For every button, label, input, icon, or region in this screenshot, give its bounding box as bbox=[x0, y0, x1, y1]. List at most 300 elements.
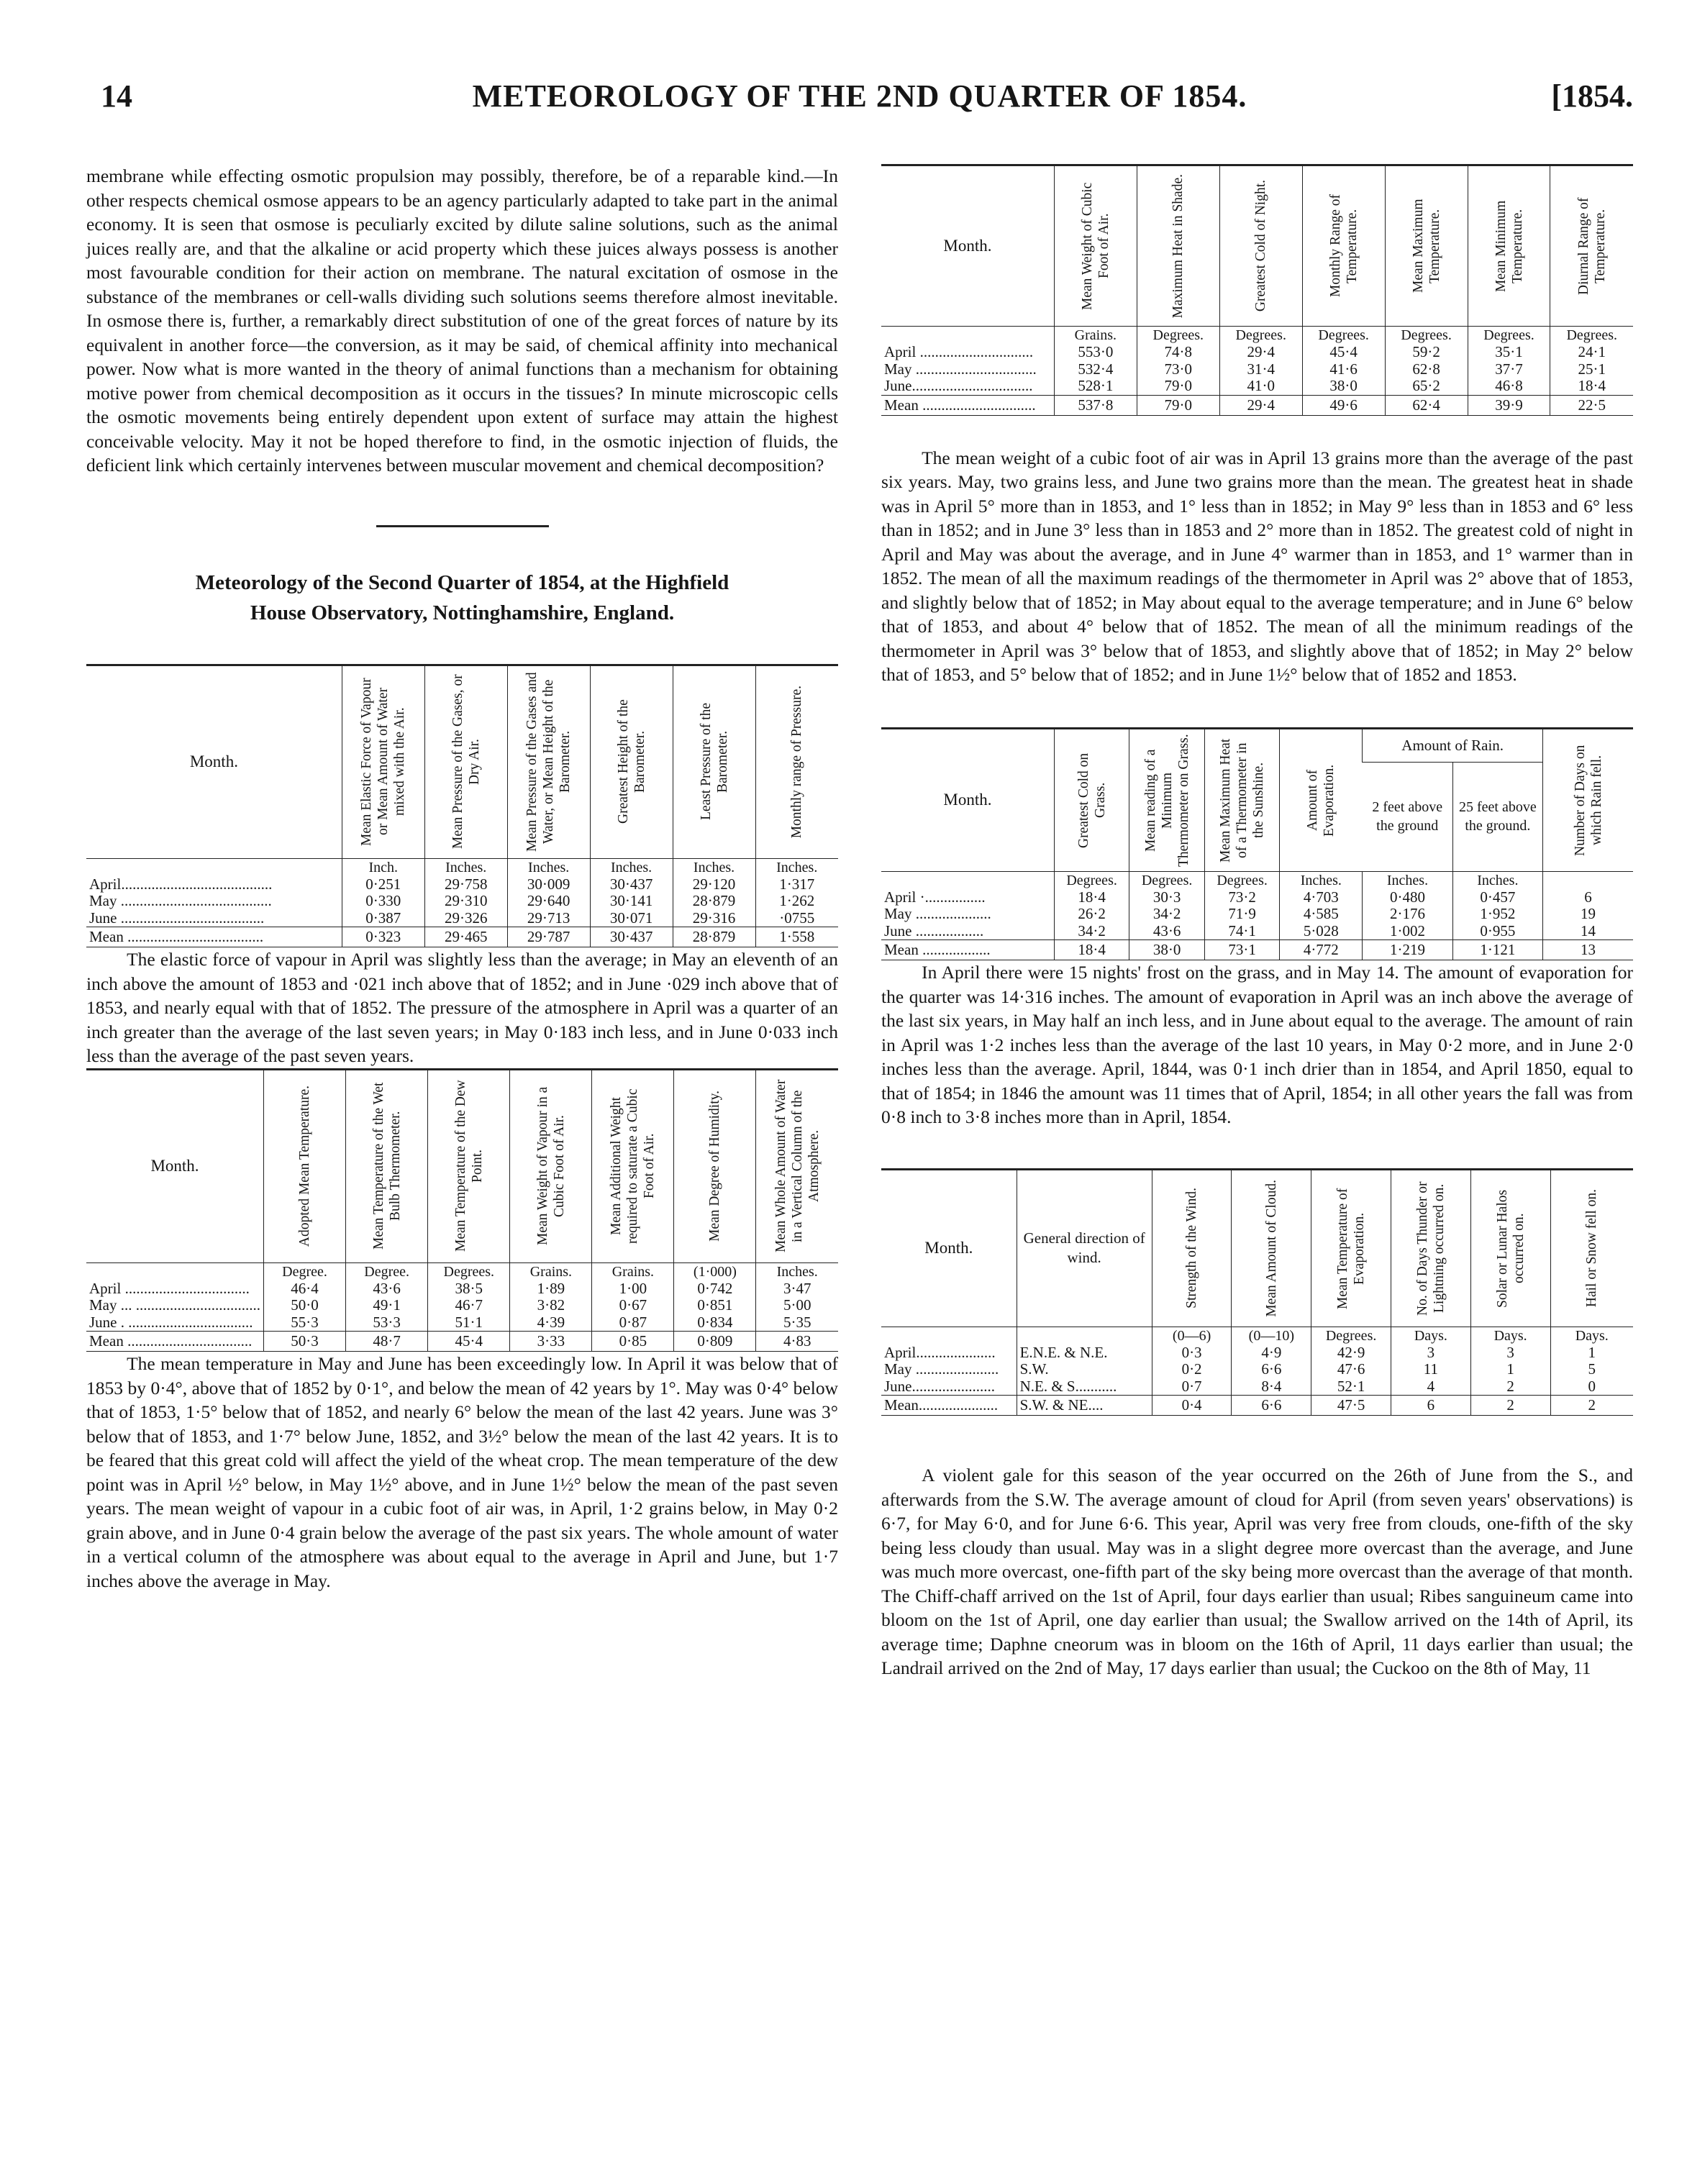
column-header bbox=[755, 665, 838, 858]
value-cell: 46·7 bbox=[428, 1297, 510, 1314]
units-cell: Inches. bbox=[673, 858, 755, 876]
value-cell: 30·437 bbox=[590, 927, 673, 947]
humidity-table bbox=[86, 1068, 838, 1352]
value-cell: 30·071 bbox=[590, 910, 673, 927]
value-cell: 65·2 bbox=[1385, 378, 1468, 395]
column-header bbox=[424, 665, 507, 858]
column-header bbox=[592, 1069, 674, 1262]
value-cell: 47·5 bbox=[1311, 1396, 1391, 1416]
phenology-paragraph: A violent gale for this season of the year occurred on the 26th of June from the S., and afterwards from the S.W. The average amount of cloud for April (from seven years' observations) is 6·7, for May 6·0, and for June 6·6. This year, April was very free from clouds, one-fifth of the sky being less cloudy than usual. May was in a slight degree more overcast than the average, and June was much more overcast, one-fifth part of the sky being more overcast than the average of that month. The Chiff-chaff arrived on the 1st of April, four days earlier than usual; Ribes sanguineum came into bloom on the 1st of April, one day earlier than usual; the Swallow arrived on the 14th of April, its average time; Daphne cneorum was in bloom on the 16th of April, 11 days earlier than usual; the Landrail arrived on the 2nd of May, 17 days earlier than usual; the Cuckoo on the 8th of May, 11 bbox=[881, 1465, 1633, 1678]
value-cell: 47·6 bbox=[1311, 1361, 1391, 1378]
value-cell: 73·2 bbox=[1204, 889, 1280, 906]
units-cell: Inches. bbox=[424, 858, 507, 876]
column-header bbox=[1302, 165, 1385, 327]
column-header-label: Mean Weight of Cubic Foot of Air. bbox=[1079, 182, 1111, 310]
units-cell: Degrees. bbox=[1129, 871, 1205, 889]
units-row bbox=[881, 871, 1633, 889]
value-cell: 532·4 bbox=[1054, 361, 1137, 378]
month-cell: Mean .............................. bbox=[881, 395, 1054, 415]
value-cell: 0·851 bbox=[674, 1297, 756, 1314]
column-header bbox=[756, 1069, 838, 1262]
value-cell: 48·7 bbox=[346, 1332, 428, 1352]
air-weight-paragraph: The mean weight of a cubic foot of air was in April 13 grains more than the average of the past six years. May, two grains less, and June two grains more than the mean. The greatest heat in shade was in April 5° more than in 1853, and 1° less than in 1852; in May 9° less than in 1853 and 6° less than in 1852; and in June 3° less than in 1853 and 2° more than in 1852. The greatest cold of night in April and May was about the average, and in June 4° warmer than in 1853, and 1° warmer than in 1852. The mean of all the maximum readings of the thermometer in April was 2° above that of 1853, and slightly below that of 1852; in May about equal to the average temperature; and in June 6° below that of 1853, and about 4° below that of 1852. The mean of all the minimum readings of the thermometer in April was 3° below that of 1853, and slightly above that of 1852; in May 2° below that of 1853, and 5° below that of 1852; and in June 1½° below that of 1852 and 1853. bbox=[881, 447, 1633, 685]
value-cell: 29·713 bbox=[507, 910, 590, 927]
column-header-label: Greatest Cold on Grass. bbox=[1076, 752, 1108, 848]
table-row bbox=[881, 1378, 1633, 1396]
value-cell: 42·9 bbox=[1311, 1344, 1391, 1362]
value-cell: 4·83 bbox=[756, 1332, 838, 1352]
value-cell: 4·9 bbox=[1232, 1344, 1311, 1362]
value-cell: 14 bbox=[1543, 923, 1633, 940]
column-header-label: Maximum Heat in Shade. bbox=[1170, 173, 1186, 319]
column-header-label: Solar or Lunar Halos occurred on. bbox=[1494, 1188, 1527, 1308]
value-cell: 4·772 bbox=[1280, 940, 1363, 960]
value-cell: 50·0 bbox=[264, 1297, 346, 1314]
value-cell: 45·4 bbox=[1302, 344, 1385, 361]
value-cell: 29·326 bbox=[424, 910, 507, 927]
column-header bbox=[1468, 165, 1550, 327]
column-header bbox=[1391, 1169, 1470, 1327]
column-header-label: Amount of Evaporation. bbox=[1305, 763, 1337, 837]
value-cell: 5·028 bbox=[1280, 923, 1363, 940]
column-header bbox=[1054, 165, 1137, 327]
running-title: METEOROLOGY OF THE 2ND QUARTER OF 1854. bbox=[472, 78, 1247, 114]
units-cell: Degrees. bbox=[1137, 327, 1219, 345]
value-cell: 3 bbox=[1470, 1344, 1550, 1362]
value-cell: 553·0 bbox=[1054, 344, 1137, 361]
units-cell: Grains. bbox=[592, 1262, 674, 1280]
units-cell: Degrees. bbox=[1302, 327, 1385, 345]
value-cell: 18·4 bbox=[1550, 378, 1633, 395]
value-cell: 29·640 bbox=[507, 893, 590, 910]
units-cell: Inches. bbox=[590, 858, 673, 876]
column-header bbox=[1311, 1169, 1391, 1327]
column-header bbox=[590, 665, 673, 858]
value-cell: 5 bbox=[1550, 1361, 1633, 1378]
column-header bbox=[1470, 1169, 1550, 1327]
month-cell: April ................................. bbox=[89, 1279, 250, 1297]
column-header-label: Mean Additional Weight required to saturate a Cubic Foot of Air. bbox=[609, 1088, 658, 1244]
units-cell: Degree. bbox=[346, 1262, 428, 1280]
units-cell bbox=[881, 871, 1054, 889]
value-cell: 26·2 bbox=[1054, 906, 1129, 923]
value-cell: 71·9 bbox=[1204, 906, 1280, 923]
value-cell: 6·6 bbox=[1232, 1361, 1311, 1378]
value-cell: 5·00 bbox=[756, 1297, 838, 1314]
value-cell: 62·4 bbox=[1385, 395, 1468, 415]
month-cell: Mean..................... bbox=[881, 1396, 1017, 1416]
column-header-label: Greatest Cold of Night. bbox=[1253, 180, 1269, 312]
mean-row bbox=[881, 395, 1633, 415]
value-cell: 6·6 bbox=[1232, 1396, 1311, 1416]
column-header bbox=[428, 1069, 510, 1262]
value-cell: 0·742 bbox=[674, 1280, 756, 1298]
column-header bbox=[1152, 1169, 1232, 1327]
month-cell: June .................. bbox=[884, 922, 984, 939]
units-cell: Degrees. bbox=[1054, 871, 1129, 889]
value-cell: 38·0 bbox=[1129, 940, 1205, 960]
column-header bbox=[346, 1069, 428, 1262]
month-header: Month. bbox=[881, 165, 1054, 327]
column-header-label: Mean Pressure of the Gases, or Dry Air. bbox=[450, 674, 482, 850]
wind-direction-cell: N.E. & S........... bbox=[1017, 1378, 1152, 1396]
value-cell: 79·0 bbox=[1137, 395, 1219, 415]
value-cell: 24·1 bbox=[1550, 344, 1633, 361]
table-row bbox=[86, 893, 838, 910]
page-number: 14 bbox=[101, 78, 132, 114]
value-cell: 22·5 bbox=[1550, 395, 1633, 415]
value-cell: 30·437 bbox=[590, 876, 673, 893]
value-cell: 8·4 bbox=[1232, 1378, 1311, 1396]
value-cell: 38·0 bbox=[1302, 378, 1385, 395]
units-cell bbox=[86, 1262, 264, 1280]
table-row bbox=[86, 1314, 838, 1332]
units-cell: (0—10) bbox=[1232, 1327, 1311, 1344]
column-header-label: Adopted Mean Temperature. bbox=[297, 1085, 313, 1247]
value-cell: 19 bbox=[1543, 906, 1633, 923]
value-cell: 74·1 bbox=[1204, 923, 1280, 940]
mean-row bbox=[881, 1396, 1633, 1416]
left-column bbox=[86, 164, 838, 1593]
page-header bbox=[86, 78, 1633, 128]
units-cell bbox=[1017, 1327, 1152, 1344]
value-cell: 49·1 bbox=[346, 1297, 428, 1314]
value-cell: 0·457 bbox=[1452, 889, 1542, 906]
month-cell: Mean ................................. bbox=[86, 1332, 264, 1352]
column-header-label: Monthly Range of Temperature. bbox=[1327, 194, 1360, 298]
value-cell: 2·176 bbox=[1363, 906, 1452, 923]
value-cell: 1 bbox=[1470, 1361, 1550, 1378]
column-header bbox=[1204, 728, 1280, 871]
column-header-label: Mean Weight of Vapour in a Cubic Foot of Air. bbox=[535, 1086, 567, 1246]
value-cell: 52·1 bbox=[1311, 1378, 1391, 1396]
month-header: Month. bbox=[86, 1069, 264, 1262]
value-cell: 0·330 bbox=[342, 893, 424, 910]
column-header-label: No. of Days Thunder or Lightning occurred on. bbox=[1414, 1180, 1447, 1316]
value-cell: 30·141 bbox=[590, 893, 673, 910]
value-cell: 28·879 bbox=[673, 927, 755, 947]
month-cell: May .................... bbox=[884, 905, 991, 922]
units-cell: Degrees. bbox=[1204, 871, 1280, 889]
value-cell: 6 bbox=[1543, 889, 1633, 906]
value-cell: 29·316 bbox=[673, 910, 755, 927]
units-cell: Degree. bbox=[264, 1262, 346, 1280]
table-row bbox=[881, 1344, 1633, 1362]
value-cell: 0·87 bbox=[592, 1314, 674, 1332]
month-header: Month. bbox=[881, 728, 1054, 871]
column-header-label: Mean Temperature of the Dew Point. bbox=[453, 1080, 485, 1252]
value-cell: 28·879 bbox=[673, 893, 755, 910]
units-cell: (1·000) bbox=[674, 1262, 756, 1280]
value-cell: 4·703 bbox=[1280, 889, 1363, 906]
value-cell: 38·5 bbox=[428, 1280, 510, 1298]
units-cell: (0—6) bbox=[1152, 1327, 1232, 1344]
value-cell: 4 bbox=[1391, 1378, 1470, 1396]
column-header bbox=[264, 1069, 346, 1262]
table-row bbox=[881, 923, 1633, 940]
value-cell: 35·1 bbox=[1468, 344, 1550, 361]
value-cell: 3·82 bbox=[510, 1297, 592, 1314]
value-cell: 55·3 bbox=[264, 1314, 346, 1332]
units-cell: Degrees. bbox=[428, 1262, 510, 1280]
table-row bbox=[881, 1361, 1633, 1378]
value-cell: 29·787 bbox=[507, 927, 590, 947]
value-cell: 46·8 bbox=[1468, 378, 1550, 395]
column-header bbox=[342, 665, 424, 858]
column-header bbox=[1550, 1169, 1633, 1327]
value-cell: 45·4 bbox=[428, 1332, 510, 1352]
column-header-label: Mean Maximum Heat of a Thermometer in the Sunshine. bbox=[1218, 737, 1267, 863]
column-header-label: Mean Whole Amount of Water in a Vertical Column of the Atmosphere. bbox=[773, 1079, 822, 1253]
value-cell: 4·39 bbox=[510, 1314, 592, 1332]
wind-direction-header: General direction of wind. bbox=[1017, 1169, 1152, 1327]
units-cell: Inches. bbox=[1280, 871, 1363, 889]
value-cell: 18·4 bbox=[1054, 889, 1129, 906]
month-cell: May ... ................................. bbox=[89, 1296, 260, 1314]
month-header: Month. bbox=[86, 665, 342, 858]
value-cell: 29·465 bbox=[424, 927, 507, 947]
value-cell: 3 bbox=[1391, 1344, 1470, 1362]
value-cell: 73·1 bbox=[1204, 940, 1280, 960]
value-cell: 41·6 bbox=[1302, 361, 1385, 378]
units-row bbox=[86, 858, 838, 876]
value-cell: 0·809 bbox=[674, 1332, 756, 1352]
units-cell: Inches. bbox=[1363, 871, 1452, 889]
column-header-label: Mean Pressure of the Gases and Water, or Mean Height of the Barometer. bbox=[524, 672, 573, 852]
value-cell: 2 bbox=[1550, 1396, 1633, 1416]
column-header-label: Strength of the Wind. bbox=[1184, 1188, 1200, 1309]
column-header bbox=[674, 1069, 756, 1262]
value-cell: 29·4 bbox=[1219, 344, 1302, 361]
column-header-label: Monthly range of Pressure. bbox=[789, 685, 805, 839]
value-cell: 0·480 bbox=[1363, 889, 1452, 906]
column-header-label: Mean Degree of Humidity. bbox=[707, 1091, 723, 1242]
column-header-label: Greatest Height of the Barometer. bbox=[615, 699, 647, 824]
units-cell: Inches. bbox=[507, 858, 590, 876]
units-cell: Degrees. bbox=[1311, 1327, 1391, 1344]
value-cell: 53·3 bbox=[346, 1314, 428, 1332]
value-cell: 0·67 bbox=[592, 1297, 674, 1314]
units-cell: Days. bbox=[1550, 1327, 1633, 1344]
value-cell: 0·4 bbox=[1152, 1396, 1232, 1416]
value-cell: 0 bbox=[1550, 1378, 1633, 1396]
column-header bbox=[510, 1069, 592, 1262]
wind-direction-cell: S.W. & NE.... bbox=[1017, 1396, 1152, 1416]
month-cell: May ...................... bbox=[884, 1360, 999, 1378]
value-cell: 2 bbox=[1470, 1396, 1550, 1416]
column-header bbox=[1219, 165, 1302, 327]
value-cell: 18·4 bbox=[1054, 940, 1129, 960]
section-title-line2: House Observatory, Nottinghamshire, England. bbox=[250, 601, 675, 624]
value-cell: ·0755 bbox=[755, 910, 838, 927]
value-cell: 37·7 bbox=[1468, 361, 1550, 378]
value-cell: 41·0 bbox=[1219, 378, 1302, 395]
value-cell: 0·834 bbox=[674, 1314, 756, 1332]
value-cell: 31·4 bbox=[1219, 361, 1302, 378]
month-cell: May ........................................ bbox=[89, 892, 272, 909]
table-row bbox=[881, 889, 1633, 906]
value-cell: 51·1 bbox=[428, 1314, 510, 1332]
month-cell: April........................................ bbox=[89, 875, 273, 893]
column-header-label: Mean Amount of Cloud. bbox=[1263, 1179, 1279, 1317]
value-cell: 0·85 bbox=[592, 1332, 674, 1352]
value-cell: 1·219 bbox=[1363, 940, 1452, 960]
rain-subheader: 2 feet above the ground bbox=[1372, 799, 1443, 834]
value-cell: 1 bbox=[1550, 1344, 1633, 1362]
value-cell: 6 bbox=[1391, 1396, 1470, 1416]
units-cell: Inches. bbox=[756, 1262, 838, 1280]
table-row bbox=[86, 910, 838, 927]
units-row bbox=[881, 1327, 1633, 1344]
table-row bbox=[86, 876, 838, 893]
mean-row bbox=[86, 927, 838, 947]
value-cell: 30·009 bbox=[507, 876, 590, 893]
column-header-label: Number of Days on which Rain fell. bbox=[1572, 744, 1604, 856]
temperature-paragraph: The mean temperature in May and June has been exceedingly low. In April it was below that of 1853 by 0·4°, above that of 1852 by 0·1°, and below the mean of 42 years by 1°. May was 0·4° below that of 1853, 1·5° below that of 1852, and nearly 6° below the mean of the last 42 years. June was 3° below that of 1853, and 1·7° below June, 1852, and 3½° below the mean of the last 42 years. It is to be feared that this great cold will affect the yield of the wheat crop. The mean temperature of the dew point was in April ½° below, in May 1½° above, and in June 1½° below the mean of the past seven years. The mean weight of vapour in a cubic foot of air was, in April, 1·2 grains below, in May 0·2 grain above, and in June 0·4 grain below the average of the past six years. The whole amount of water in a vertical column of the atmosphere was about equal to the average in April and June, but 1·7 inches above the average in May. bbox=[86, 1353, 838, 1591]
value-cell: 29·4 bbox=[1219, 395, 1302, 415]
column-header-label: Mean reading of a Minimum Thermometer on Grass. bbox=[1142, 733, 1191, 867]
value-cell: 0·323 bbox=[342, 927, 424, 947]
units-cell: Days. bbox=[1470, 1327, 1550, 1344]
column-header bbox=[673, 665, 755, 858]
units-cell bbox=[881, 327, 1054, 345]
table-row bbox=[86, 1280, 838, 1298]
pressure-table bbox=[86, 664, 838, 948]
column-header bbox=[1054, 728, 1129, 871]
month-cell: April..................... bbox=[884, 1343, 996, 1361]
value-cell: 1·121 bbox=[1452, 940, 1542, 960]
units-row bbox=[86, 1262, 838, 1280]
month-cell: April ·................ bbox=[884, 888, 986, 906]
value-cell: 29·310 bbox=[424, 893, 507, 910]
column-header bbox=[507, 665, 590, 858]
units-cell: Inch. bbox=[342, 858, 424, 876]
units-cell: Degrees. bbox=[1219, 327, 1302, 345]
value-cell: 62·8 bbox=[1385, 361, 1468, 378]
month-cell: June ...................................... bbox=[89, 909, 265, 927]
value-cell: 1·952 bbox=[1452, 906, 1542, 923]
value-cell: 1·002 bbox=[1363, 923, 1452, 940]
vapour-paragraph: The elastic force of vapour in April was slightly less than the average; in May an eleventh of an inch above the amount of 1853 and ·021 inch above that of 1852; and in June ·029 inch above that of 1853, and nearly equal with that of 1852. The pressure of the atmosphere in April was a quarter of an inch greater than the average of the last seven years; in May 0·183 inch less, and in June 0·033 inch less than the average of the past seven years. bbox=[86, 949, 838, 1066]
month-cell: May ................................ bbox=[884, 360, 1037, 378]
units-cell: Grains. bbox=[510, 1262, 592, 1280]
column-header bbox=[1129, 728, 1205, 871]
section-divider bbox=[376, 525, 549, 527]
column-header-label: Diurnal Range of Temperature. bbox=[1575, 197, 1608, 295]
units-cell bbox=[881, 1327, 1017, 1344]
month-cell: Mean .................. bbox=[881, 940, 1054, 960]
value-cell: 29·758 bbox=[424, 876, 507, 893]
column-header bbox=[1137, 165, 1219, 327]
value-cell: 0·251 bbox=[342, 876, 424, 893]
units-cell: Degrees. bbox=[1385, 327, 1468, 345]
value-cell: 59·2 bbox=[1385, 344, 1468, 361]
value-cell: 1·00 bbox=[592, 1280, 674, 1298]
month-cell: June................................ bbox=[884, 377, 1033, 394]
value-cell: 4·585 bbox=[1280, 906, 1363, 923]
table-row bbox=[881, 906, 1633, 923]
value-cell: 5·35 bbox=[756, 1314, 838, 1332]
units-cell: Days. bbox=[1391, 1327, 1470, 1344]
value-cell: 2 bbox=[1470, 1378, 1550, 1396]
month-cell: Mean .................................... bbox=[86, 927, 342, 947]
mean-row bbox=[881, 940, 1633, 960]
column-header bbox=[1543, 728, 1633, 871]
table-row bbox=[86, 1297, 838, 1314]
value-cell: 46·4 bbox=[264, 1280, 346, 1298]
column-header-label: Hail or Snow fell on. bbox=[1584, 1188, 1600, 1308]
value-cell: 0·387 bbox=[342, 910, 424, 927]
column-header-label: Mean Minimum Temperature. bbox=[1493, 200, 1525, 292]
value-cell: 79·0 bbox=[1137, 378, 1219, 395]
value-cell: 30·3 bbox=[1129, 889, 1205, 906]
value-cell: 0·7 bbox=[1152, 1378, 1232, 1396]
column-header bbox=[1280, 728, 1363, 871]
table-row bbox=[881, 344, 1633, 361]
value-cell: 43·6 bbox=[346, 1280, 428, 1298]
units-cell bbox=[86, 858, 342, 876]
value-cell: 0·2 bbox=[1152, 1361, 1232, 1378]
units-cell: Inches. bbox=[755, 858, 838, 876]
value-cell: 528·1 bbox=[1054, 378, 1137, 395]
mean-row bbox=[86, 1332, 838, 1352]
value-cell: 25·1 bbox=[1550, 361, 1633, 378]
right-column bbox=[881, 164, 1633, 1680]
rain-subheader: 25 feet above the ground. bbox=[1452, 762, 1542, 871]
value-cell: 34·2 bbox=[1129, 906, 1205, 923]
value-cell: 3·33 bbox=[510, 1332, 592, 1352]
intro-paragraph: membrane while effecting osmotic propulsion may possibly, therefore, be of a reparable kind.—In other respects chemical osmose appears to be an agency particularly adapted to take part in the animal economy. It is seen that osmose is peculiarly excited by dilute saline solutions, such as the animal juices really are, and that the alkaline or acid property which these juices always possess is another most favourable condition for their action on membrane. The natural excitation of osmose in the substance of the membranes or cell-walls dividing such solutions seems therefore almost inevitable. In osmose there is, further, a remarkably direct substitution of one of the great forces of nature by its equivalent in another force—the conversion, as it may be said, of chemical affinity into mechanical power. Now what is more wanted in the theory of animal functions than a mechanism for obtaining motive power from chemical decomposition as it occurs in the tissues? In minute microscopic cells the osmotic movements being entirely dependent upon extent of surface may attain the highest conceivable velocity. May it not be hoped therefore to find, in the osmotic injection of fluids, the deficient link which certainly intervenes between muscular movement and chemical decomposition? bbox=[86, 165, 838, 476]
column-header-label: Mean Elastic Force of Vapour or Mean Amount of Water mixed with the Air. bbox=[359, 678, 408, 846]
value-cell: 39·9 bbox=[1468, 395, 1550, 415]
value-cell: 50·3 bbox=[264, 1332, 346, 1352]
value-cell: 1·558 bbox=[755, 927, 838, 947]
value-cell: 34·2 bbox=[1054, 923, 1129, 940]
value-cell: 3·47 bbox=[756, 1280, 838, 1298]
running-year: [1854. bbox=[1551, 78, 1633, 114]
section-title bbox=[86, 568, 838, 628]
units-cell: Inches. bbox=[1452, 871, 1542, 889]
column-header bbox=[1550, 165, 1633, 327]
value-cell: 537·8 bbox=[1054, 395, 1137, 415]
value-cell: 49·6 bbox=[1302, 395, 1385, 415]
value-cell: 11 bbox=[1391, 1361, 1470, 1378]
value-cell: 43·6 bbox=[1129, 923, 1205, 940]
month-cell: June...................... bbox=[884, 1377, 995, 1395]
value-cell: 13 bbox=[1543, 940, 1633, 960]
month-cell: June . ................................. bbox=[89, 1313, 253, 1331]
value-cell: 0·955 bbox=[1452, 923, 1542, 940]
rain-table bbox=[881, 727, 1633, 961]
units-cell bbox=[1543, 871, 1633, 889]
value-cell: 29·120 bbox=[673, 876, 755, 893]
units-row bbox=[881, 327, 1633, 345]
units-cell: Degrees. bbox=[1550, 327, 1633, 345]
value-cell: 73·0 bbox=[1137, 361, 1219, 378]
units-cell: Degrees. bbox=[1468, 327, 1550, 345]
value-cell: 1·89 bbox=[510, 1280, 592, 1298]
column-header bbox=[1385, 165, 1468, 327]
column-header-label: Mean Maximum Temperature. bbox=[1410, 199, 1442, 294]
rain-group-header: Amount of Rain. bbox=[1363, 728, 1543, 762]
column-header bbox=[1232, 1169, 1311, 1327]
value-cell: 0·3 bbox=[1152, 1344, 1232, 1362]
table-row bbox=[881, 361, 1633, 378]
evaporation-paragraph: In April there were 15 nights' frost on the grass, and in May 14. The amount of evaporation for the quarter was 14·316 inches. The amount of evaporation in April was an inch above the average of the last six years, in May half an inch less, and in June about equal to the average. The amount of rain in April was 1·2 inches less than the average of the last 10 years, in May 0·2 more, and in June 2·0 inches less than the average. April, 1844, was 0·1 inch drier than in 1854, and April 1850, equal to that of 1854; in 1846 the amount was 11 times that of April, 1854; in all other years the fall was from 0·8 inch to 3·8 inches more than in April, 1854. bbox=[881, 962, 1633, 1127]
column-header-label: Mean Temperature of Evaporation. bbox=[1335, 1187, 1368, 1309]
column-header-label: Mean Temperature of the Wet Bulb Thermometer. bbox=[370, 1082, 403, 1250]
month-header: Month. bbox=[881, 1169, 1017, 1327]
